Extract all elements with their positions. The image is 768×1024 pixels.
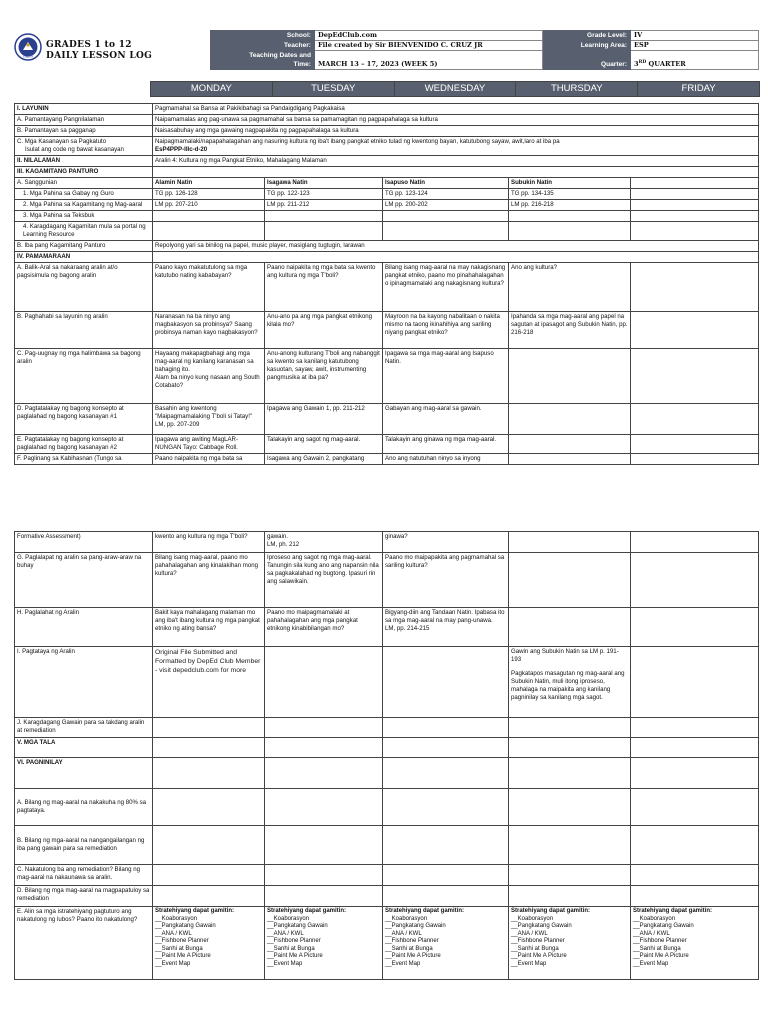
balik-aral-tue: Paano naipakita ng mga bata sa kwento ang kultura ng mga T'boli? <box>265 263 383 312</box>
pagtatalakay-1-fri <box>631 404 759 435</box>
row-reflect-d <box>15 886 759 907</box>
pagtataya-thu <box>509 647 631 718</box>
row-mga-tala <box>15 738 759 758</box>
area-label: Learning Area: <box>543 41 631 51</box>
reflect-b-fri <box>631 826 759 865</box>
paghahabi-tue: Anu-ano pa ang mga pangkat etnikong kilala mo? <box>265 312 383 349</box>
pagtataya-thu-2: Pagkatapos masagutan ng mag-aaral ang Subukin Natin, muli itong iproseso, mahalaga na maipakita ang kanilang pagninilay sa kanilang mga sagot. <box>511 670 625 701</box>
paglinang-thu <box>509 454 631 465</box>
paglalahat-label: H. Paglalahat ng Aralin <box>15 608 153 647</box>
row-paghahabi <box>15 312 759 349</box>
row-paglinang <box>15 454 759 465</box>
reflect-d-tue <box>265 886 383 907</box>
reflect-c-wed <box>383 865 509 886</box>
kasanayan-text: Naipagmamalaki/napapahalagahan ang nasuring kultura ng iba't ibang pangkat etniko tulad ng kwentong bayan, katutubong sayaw, awit,laro at iba pa <box>155 138 560 145</box>
karagdagang-mon <box>153 718 265 738</box>
pagtatalakay-1-wed: Gabayan ang mag-aaral sa gawain. <box>383 404 509 435</box>
quarter-word: QUARTER <box>648 60 686 68</box>
dates-value: MARCH 13 – 17, 2023 (WEEK 5) <box>315 51 543 70</box>
watermark-stamp: Original File Submitted and Formatted by DepEd Club Member - visit depedclub.com for more <box>153 647 265 718</box>
strategies-wed <box>383 907 509 980</box>
lesson-table-page2 <box>14 531 759 980</box>
row-iba-pang-kagamitan <box>15 241 759 252</box>
pagtataya-tue <box>265 647 383 718</box>
tala-tue <box>265 738 383 758</box>
row-reflect-a <box>15 789 759 826</box>
balik-aral-wed: Bilang isang mag-aaral na may nakagisnang pangkat etniko, paano mo pinahahalagahan o ipinagmamalaki ang nakagisnang kultura? <box>383 263 509 312</box>
paglalahat-wed-1: Bigyang-diin ang Tandaan Natin. Ipabasa ito sa mga mag-aaral na may pang-unawa. <box>385 609 505 624</box>
row-portal <box>15 222 759 241</box>
tala-fri <box>631 738 759 758</box>
pagtatalakay-2-wed: Talakayin ang ginawa ng mga mag-aaral. <box>383 435 509 454</box>
strat-head: Stratehiyang dapat gamitin: <box>633 908 713 914</box>
paghahabi-mon: Naranasan na ba ninyo ang magbakasyon sa probinsya? Saang probinsya naman kayo nagbakasyon? <box>153 312 265 349</box>
log-title <box>46 40 152 62</box>
paglalapat-wed: Paano mo maipapakita ang pagmamahal sa sariling kultura? <box>383 553 509 608</box>
strat-item: __Event Map <box>155 960 191 967</box>
row-balik-aral <box>15 263 759 312</box>
pag-uugnay-fri <box>631 349 759 404</box>
strat-item: __Sanhi at Bunga <box>633 945 681 952</box>
paglinang-cont-fri <box>631 532 759 553</box>
paghahabi-label: B. Paghahabi sa layunin ng aralin <box>15 312 153 349</box>
paglinang-label: F. Paglinang sa Kabihasnan (Tungo sa <box>15 454 153 465</box>
pagtatalakay-2-fri <box>631 435 759 454</box>
strat-item: __ANA / KWL <box>385 930 422 937</box>
row-pamamaraan <box>15 252 759 263</box>
paghahabi-wed: Mayroon na ba kayong nabalitaan o nakita mismo na taong ikinahihiya ang sariling niyang pangkat etniko? <box>383 312 509 349</box>
strat-item: __Paint Me A Picture <box>267 953 323 959</box>
pagganap-label: B. Pamantayan sa pagganap <box>15 126 153 137</box>
reflect-c-mon <box>153 865 265 886</box>
kagamitan-magaaral-mon: LM pp. 207-210 <box>153 200 265 211</box>
strat-item: __ANA / KWL <box>155 930 192 937</box>
dates-label-line1: Teaching Dates and <box>249 52 311 59</box>
header <box>14 30 758 70</box>
strat-item: __ANA / KWL <box>511 930 548 937</box>
pagninilay-mon <box>153 758 265 789</box>
paglalahat-mon: Bakit kaya mahalagang malaman mo ang iba't ibang kultura ng mga pangkat etniko ng ating bansa? <box>153 608 265 647</box>
layunin-value: Pagmamahal sa Bansa at Pakikibahagi sa Pandaigdigang Pagkakaisa <box>153 104 759 115</box>
strat-item: __Sanhi at Bunga <box>511 945 559 952</box>
pagtataya-wed <box>383 647 509 718</box>
pagtatalakay-2-label: E. Pagtatalakay ng bagong konsepto at paglalahad ng bagong kasanayan #2 <box>15 435 153 454</box>
pagninilay-tue <box>265 758 383 789</box>
pagganap-value: Naisasabuhay ang mga gawaing nagpapakita ng pagpapahalaga sa kultura <box>153 126 759 137</box>
teksbuk-wed <box>383 211 509 222</box>
row-pagninilay <box>15 758 759 789</box>
section-isagawa: Isagawa Natin <box>265 178 383 189</box>
days-header <box>150 81 760 97</box>
grade-value: IV <box>631 31 759 41</box>
reflect-b-thu <box>509 826 631 865</box>
paglinang-fri <box>631 454 759 465</box>
pag-uugnay-wed: Ipagawa sa mga mag-aaral ang Isapuso Natin. <box>383 349 509 404</box>
portal-wed <box>383 222 509 241</box>
paglalapat-thu <box>509 553 631 608</box>
pagtatalakay-1-mon <box>153 404 265 435</box>
day-friday: FRIDAY <box>638 82 760 97</box>
nilalaman-value: Aralin 4: Kultura ng mga Pangkat Etniko, Mahalagang Malaman <box>153 156 759 167</box>
reflect-a-tue <box>265 789 383 826</box>
karagdagang-gawain-label: J. Karagdagang Gawain para sa takdang aralin at remediation <box>15 718 153 738</box>
paglalahat-wed-2: LM, pp. 214-215 <box>385 625 430 632</box>
paglinang-mon: Paano naipakita ng mga bata sa <box>153 454 265 465</box>
portal-label: 4. Karagdagang Kagamitan mula sa portal ng Learning Resource <box>15 222 153 241</box>
row-kagamitan-magaaral <box>15 200 759 211</box>
teacher-label: Teacher: <box>211 41 315 51</box>
karagdagang-thu <box>509 718 631 738</box>
row-kasanayan <box>15 137 759 156</box>
pag-uugnay-mon <box>153 349 265 404</box>
kasanayan-label-line2: Isulat ang code ng bawat kasanayan <box>25 146 124 153</box>
gabay-guro-thu: TG pp. 134-135 <box>509 189 631 200</box>
kagamitan-magaaral-wed: LM pp. 200-202 <box>383 200 509 211</box>
mga-tala-label: V. MGA TALA <box>15 738 153 758</box>
paglalahat-thu <box>509 608 631 647</box>
karagdagang-wed <box>383 718 509 738</box>
day-thursday: THURSDAY <box>516 82 638 97</box>
strat-item: __Pangkatang Gawain <box>385 923 446 929</box>
row-layunin <box>15 104 759 115</box>
strat-item: __Event Map <box>511 960 547 967</box>
paglinang-cont-mon: kwento ang kultura ng mga T'boli? <box>153 532 265 553</box>
pamantayang-label: A. Pamantayang Pangnilalaman <box>15 115 153 126</box>
balik-aral-label: A. Balik-Aral sa nakaraang aralin at/o pagsisimula ng bagong aralin <box>15 263 153 312</box>
paghahabi-thu: Ipahanda sa mga mag-aaral ang papel na sagutan at ipasagot ang Subukin Natin, pp. 216-218 <box>509 312 631 349</box>
gabay-guro-mon: TG pp. 126-128 <box>153 189 265 200</box>
school-label: School: <box>211 31 315 41</box>
paglinang-cont-tue <box>265 532 383 553</box>
pagtatalakay-1-tue: Ipagawa ang Gawain 1, pp. 211-212 <box>265 404 383 435</box>
row-reflect-b <box>15 826 759 865</box>
kagamitan-magaaral-fri <box>631 200 759 211</box>
balik-aral-mon: Paano kayo makatutulong sa mga katutubo nating kababayan? <box>153 263 265 312</box>
reflect-b-tue <box>265 826 383 865</box>
paglalahat-wed <box>383 608 509 647</box>
day-tuesday: TUESDAY <box>272 82 394 97</box>
strat-item: __ANA / KWL <box>267 930 304 937</box>
teksbuk-tue <box>265 211 383 222</box>
reflect-a-wed <box>383 789 509 826</box>
day-wednesday: WEDNESDAY <box>394 82 516 97</box>
pagninilay-thu <box>509 758 631 789</box>
portal-tue <box>265 222 383 241</box>
pagtataya-thu-1: Gawin ang Subukin Natin sa LM p. 191-193 <box>511 648 619 663</box>
pagninilay-fri <box>631 758 759 789</box>
paglalapat-label: G. Paglalapat ng aralin sa pang-araw-araw na buhay <box>15 553 153 608</box>
dates-label <box>211 51 315 70</box>
teksbuk-thu <box>509 211 631 222</box>
karagdagang-tue <box>265 718 383 738</box>
iba-pang-kagamitan-value: Repolyong yari sa binilog na papel, music player, masiglang tugtugin, larawan <box>153 241 759 252</box>
area-value: ESP <box>631 41 759 51</box>
paghahabi-fri <box>631 312 759 349</box>
pagtatalakay-1-mon-story: Basahin ang kwentong "Maipagmamalaking T'boli si Tatay!" <box>155 405 253 420</box>
paglalapat-mon: Bilang isang mag-aaral, paano mo pahahalagahan ang kinalakihan mong kultura? <box>153 553 265 608</box>
quarter-value <box>631 51 759 70</box>
strat-item: __Event Map <box>633 960 669 967</box>
pag-uugnay-mon-1: Hayaang makapagbahagi ang mga mag-aaral ng kanilang karanasan sa bahaging ito. <box>155 350 254 373</box>
pagtataya-label: I. Pagtataya ng Aralin <box>15 647 153 718</box>
row-kagamitan <box>15 167 759 178</box>
karagdagang-fri <box>631 718 759 738</box>
strat-head: Stratehiyang dapat gamitin: <box>155 908 235 914</box>
pag-uugnay-mon-2: Alam ba ninyo kung nasaan ang South Cotabato? <box>155 374 260 389</box>
row-sanggunian <box>15 178 759 189</box>
teacher-value: File created by Sir BIENVENIDO C. CRUZ JR <box>315 41 543 51</box>
row-nilalaman <box>15 156 759 167</box>
strat-item: __Fishbone Planner <box>155 938 209 944</box>
strat-item: __Event Map <box>385 960 421 967</box>
dates-label-line2: Time: <box>293 61 311 68</box>
sanggunian-label: A. Sanggunian <box>15 178 153 189</box>
teksbuk-label: 3. Mga Pahina sa Teksbuk <box>15 211 153 222</box>
kagamitan-label: III. KAGAMITANG PANTURO <box>15 167 153 178</box>
strat-item: __Sanhi at Bunga <box>267 945 315 952</box>
tala-thu <box>509 738 631 758</box>
pagtataya-fri <box>631 647 759 718</box>
paglalapat-tue: Iproseso ang sagot ng mga mag-aaral. Tanungin sila kung ano ang napansin nila sa pagkakalahad ng bugtong. Ipasuri rin ang salawikain. <box>265 553 383 608</box>
section-isapuso: Isapuso Natin <box>383 178 509 189</box>
row-pamantayang <box>15 115 759 126</box>
pagtatalakay-2-mon: Ipagawa ang awiting MagLAR-NUNGAN Tayo: Cabbage Roll. <box>153 435 265 454</box>
strat-item: __Koaborasyon <box>267 915 310 922</box>
pagtatalakay-2-tue: Talakayin ang sagot ng mag-aaral. <box>265 435 383 454</box>
kagamitan-magaaral-thu: LM pp. 216-218 <box>509 200 631 211</box>
teksbuk-mon <box>153 211 265 222</box>
reflect-d-thu <box>509 886 631 907</box>
title-dll: DAILY LESSON LOG <box>46 51 153 61</box>
row-pagtatalakay-2 <box>15 435 759 454</box>
layunin-label: I. LAYUNIN <box>15 104 153 115</box>
pamamaraan-value <box>153 252 759 263</box>
strategies-tue <box>265 907 383 980</box>
strat-item: __Sanhi at Bunga <box>385 945 433 952</box>
row-pagtataya <box>15 647 759 718</box>
pamamaraan-label: IV. PAMAMARAAN <box>15 252 153 263</box>
reflect-a-label: A. Bilang ng mag-aaral na nakakuha ng 80% sa pagtataya. <box>15 789 153 826</box>
paglalahat-tue: Paano mo maipagmamalaki at pahahalagahan ang mga pangkat etnikong kinabibilangan mo? <box>265 608 383 647</box>
strat-item: __Event Map <box>267 960 303 967</box>
section-subukin: Subukin Natin <box>509 178 631 189</box>
strat-item: __Pangkatang Gawain <box>511 923 572 929</box>
gabay-guro-wed: TG pp. 123-124 <box>383 189 509 200</box>
quarter-number: 3 <box>634 60 639 68</box>
strategies-fri <box>631 907 759 980</box>
paglalahat-fri <box>631 608 759 647</box>
kagamitan-magaaral-label: 2. Mga Pahina sa Kagamitang ng Mag-aaral <box>15 200 153 211</box>
strat-item: __Koaborasyon <box>155 915 198 922</box>
pagninilay-label: VI. PAGNINILAY <box>15 758 153 789</box>
reflect-d-label: D. Bilang ng mga mag-aaral na magpapatuloy sa remediation <box>15 886 153 907</box>
gabay-guro-tue: TG pp. 122-123 <box>265 189 383 200</box>
reflect-c-fri <box>631 865 759 886</box>
kasanayan-label-line1: C. Mga Kasanayan sa Pagkatuto <box>17 138 107 145</box>
paglinang-cont-tue-2: LM, ph. 212 <box>267 541 300 548</box>
paglinang-cont-tue-1: gawain. <box>267 533 289 540</box>
strat-item: __Pangkatang Gawain <box>155 923 216 929</box>
row-teksbuk <box>15 211 759 222</box>
row-paglalapat <box>15 553 759 608</box>
row-paglalahat <box>15 608 759 647</box>
row-pagganap <box>15 126 759 137</box>
title-grades: GRADES 1 to 12 <box>46 40 132 50</box>
portal-fri <box>631 222 759 241</box>
pag-uugnay-thu <box>509 349 631 404</box>
kasanayan-value <box>153 137 759 156</box>
strategies-mon <box>153 907 265 980</box>
kasanayan-code: EsP4PPP-IIIc-d-20 <box>155 146 208 153</box>
strat-head: Stratehiyang dapat gamitin: <box>511 908 591 914</box>
reflect-c-label: C. Nakatulong ba ang remediation? Bilang ng mag-aaral na nakaunawa sa aralin. <box>15 865 153 886</box>
reflect-d-wed <box>383 886 509 907</box>
gabay-guro-fri <box>631 189 759 200</box>
strat-item: __Fishbone Planner <box>385 938 439 944</box>
reflect-d-mon <box>153 886 265 907</box>
portal-mon <box>153 222 265 241</box>
pag-uugnay-label: C. Pag-uugnay ng mga halimbawa sa bagong aralin <box>15 349 153 404</box>
quarter-suffix: RD <box>638 59 647 65</box>
reflect-e-label: E. Alin sa mga istratehiyang pagtuturo ang nakatulong ng lubos? Paano ito nakatulong? <box>15 907 153 980</box>
strat-item: __Paint Me A Picture <box>511 953 567 959</box>
day-monday: MONDAY <box>151 82 273 97</box>
row-pag-uugnay <box>15 349 759 404</box>
tala-wed <box>383 738 509 758</box>
paglinang-cont-label: Formative Assessment) <box>15 532 153 553</box>
strategies-thu <box>509 907 631 980</box>
portal-thu <box>509 222 631 241</box>
section-empty <box>631 178 759 189</box>
paglinang-tue: Isagawa ang Gawain 2, pangkatang <box>265 454 383 465</box>
paglinang-cont-wed: ginawa? <box>383 532 509 553</box>
tala-mon <box>153 738 265 758</box>
reflect-b-label: B. Bilang ng mga-aaral na nangangailangan ng iba pang gawain para sa remediation <box>15 826 153 865</box>
kagamitan-value <box>153 167 759 178</box>
strat-item: __Pangkatang Gawain <box>633 923 694 929</box>
row-paglinang-cont <box>15 532 759 553</box>
paglalapat-fri <box>631 553 759 608</box>
pagtatalakay-1-label: D. Pagtatalakay ng bagong konsepto at paglalahad ng bagong kasanayan #1 <box>15 404 153 435</box>
strat-item: __Koaborasyon <box>511 915 554 922</box>
reflect-b-wed <box>383 826 509 865</box>
reflect-b-mon <box>153 826 265 865</box>
reflect-a-mon <box>153 789 265 826</box>
pag-uugnay-tue: Anu-anong kulturang T'boli ang nabanggit sa kwento sa kanilang katutubong kasuotan, sayaw, awit, instrumenting pangmusika at iba pa? <box>265 349 383 404</box>
info-table <box>210 30 759 70</box>
strat-item: __Koaborasyon <box>633 915 676 922</box>
paglinang-wed: Ano ang natutuhan ninyo sa inyong <box>383 454 509 465</box>
pagtatalakay-1-thu <box>509 404 631 435</box>
pagninilay-wed <box>383 758 509 789</box>
strat-item: __Paint Me A Picture <box>155 953 211 959</box>
strat-item: __Pangkatang Gawain <box>267 923 328 929</box>
reflect-a-fri <box>631 789 759 826</box>
row-gabay-guro <box>15 189 759 200</box>
row-reflect-c <box>15 865 759 886</box>
strat-item: __Fishbone Planner <box>633 938 687 944</box>
pagtatalakay-2-thu <box>509 435 631 454</box>
quarter-label: Quarter: <box>543 51 631 70</box>
grade-label: Grade Level: <box>543 31 631 41</box>
gabay-guro-label: 1. Mga Pahina sa Gabay ng Guro <box>15 189 153 200</box>
paglinang-cont-thu <box>509 532 631 553</box>
row-pagtatalakay-1 <box>15 404 759 435</box>
svg-text:DepEd: DepEd <box>23 54 33 59</box>
strat-item: __Fishbone Planner <box>511 938 565 944</box>
row-reflect-e <box>15 907 759 980</box>
strat-head: Stratehiyang dapat gamitin: <box>267 908 347 914</box>
lesson-table-page1 <box>14 103 759 465</box>
strat-item: __ANA / KWL <box>633 930 670 937</box>
reflect-a-thu <box>509 789 631 826</box>
row-karagdagang-gawain <box>15 718 759 738</box>
strat-item: __Koaborasyon <box>385 915 428 922</box>
reflect-c-thu <box>509 865 631 886</box>
nilalaman-label: II. NILALAMAN <box>15 156 153 167</box>
reflect-c-tue <box>265 865 383 886</box>
balik-aral-fri <box>631 263 759 312</box>
teksbuk-fri <box>631 211 759 222</box>
reflect-d-fri <box>631 886 759 907</box>
strat-item: __Paint Me A Picture <box>385 953 441 959</box>
pagtatalakay-1-mon-pages: LM, pp. 207-209 <box>155 421 200 428</box>
iba-pang-kagamitan-label: B. Iba pang Kagamitang Panturo <box>15 241 153 252</box>
pamantayang-value: Naipamamalas ang pag-unawa sa pagmamahal sa bansa sa pamamagitan ng pagpapahalaga sa kultura <box>153 115 759 126</box>
balik-aral-thu: Ano ang kultura? <box>509 263 631 312</box>
kagamitan-magaaral-tue: LM pp. 211-212 <box>265 200 383 211</box>
deped-seal-icon <box>14 33 42 61</box>
strat-head: Stratehiyang dapat gamitin: <box>385 908 465 914</box>
strat-item: __Sanhi at Bunga <box>155 945 203 952</box>
kasanayan-label <box>15 137 153 156</box>
strat-item: __Fishbone Planner <box>267 938 321 944</box>
section-alamin: Alamin Natin <box>153 178 265 189</box>
school-value: DepEdClub.com <box>315 31 543 41</box>
strat-item: __Paint Me A Picture <box>633 953 689 959</box>
